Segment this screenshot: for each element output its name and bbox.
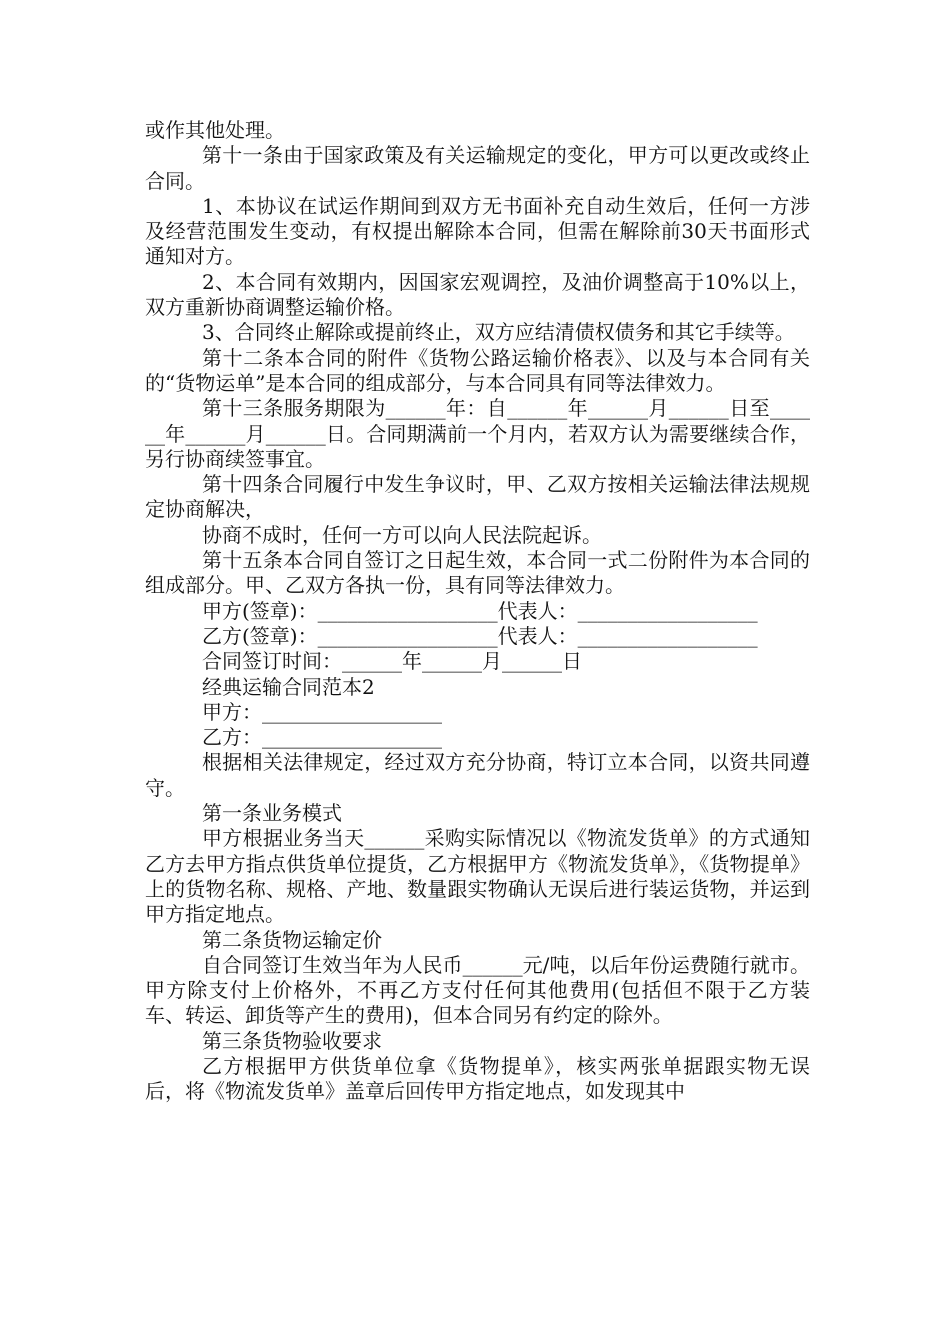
template-2-title: 经典运输合同范本2 <box>202 674 375 699</box>
paragraph-continuation: 或作其他处理。 <box>145 118 285 142</box>
signing-date-line: 合同签订时间：______年______月______日 <box>202 649 582 674</box>
article-3-body: 乙方根据甲方供货单位拿《货物提单》，核实两张单据跟实物无误后，将《物流发货单》盖章后回传甲方指定地点，如发现其中 <box>145 1053 810 1104</box>
clause-14: 第十四条合同履行中发生争议时，甲、乙双方按相关运输法律法规规定协商解决， <box>145 472 810 522</box>
article-2-heading: 第二条货物运输定价 <box>202 927 382 952</box>
clause-11-item-2: 2、本合同有效期内，因国家宏观调控，及油价调整高于10%以上，双方重新协商调整运输价格。 <box>145 269 810 320</box>
clause-15: 第十五条本合同自签订之日起生效，本合同一式二份附件为本合同的组成部分。甲、乙双方各执一份，具有同等法律效力。 <box>145 548 810 598</box>
document-body <box>145 118 810 1105</box>
party-b-line: 乙方：__________________ <box>202 725 442 750</box>
clause-13: 第十三条服务期限为______年：自______年______月______日至______年______月______日。合同期满前一个月内，若双方认为需要继续合作，另行协商续签事宜。 <box>145 396 810 471</box>
article-1-heading: 第一条业务模式 <box>202 801 342 826</box>
article-2-body: 自合同签订生效当年为人民币______元/吨，以后年份运费随行就市。甲方除支付上价格外，不再乙方支付任何其他费用(包括但不限于乙方装车、转运、卸货等产生的费用)，但本合同另有约定的除外。 <box>145 952 810 1028</box>
party-a-line: 甲方：__________________ <box>202 699 442 724</box>
clause-11-item-1: 1、本协议在试运作期间到双方无书面补充自动生效后，任何一方涉及经营范围发生变动，有权提出解除本合同，但需在解除前30天书面形式通知对方。 <box>145 193 810 269</box>
party-a-signature-line: 甲方(签章)：__________________代表人：__________________ <box>202 598 758 623</box>
clause-14-continuation: 协商不成时，任何一方可以向人民法院起诉。 <box>202 522 602 547</box>
article-3-heading: 第三条货物验收要求 <box>202 1028 382 1053</box>
party-b-signature-line: 乙方(签章)：__________________代表人：__________________ <box>202 623 758 648</box>
clause-11-item-3: 3、合同终止解除或提前终止，双方应结清债权债务和其它手续等。 <box>202 320 795 345</box>
preamble: 根据相关法律规定，经过双方充分协商，特订立本合同，以资共同遵守。 <box>145 750 810 800</box>
clause-12: 第十二条本合同的附件《货物公路运输价格表》、以及与本合同有关的“货物运单”是本合同的组成部分，与本合同具有同等法律效力。 <box>145 345 810 395</box>
article-1-body: 甲方根据业务当天______采购实际情况以《物流发货单》的方式通知乙方去甲方指点供货单位提货，乙方根据甲方《物流发货单》，《货物提单》上的货物名称、规格、产地、数量跟实物确认无误后进行装运货物，并运到甲方指定地点。 <box>145 826 810 927</box>
clause-11: 第十一条由于国家政策及有关运输规定的变化，甲方可以更改或终止合同。 <box>145 143 810 193</box>
